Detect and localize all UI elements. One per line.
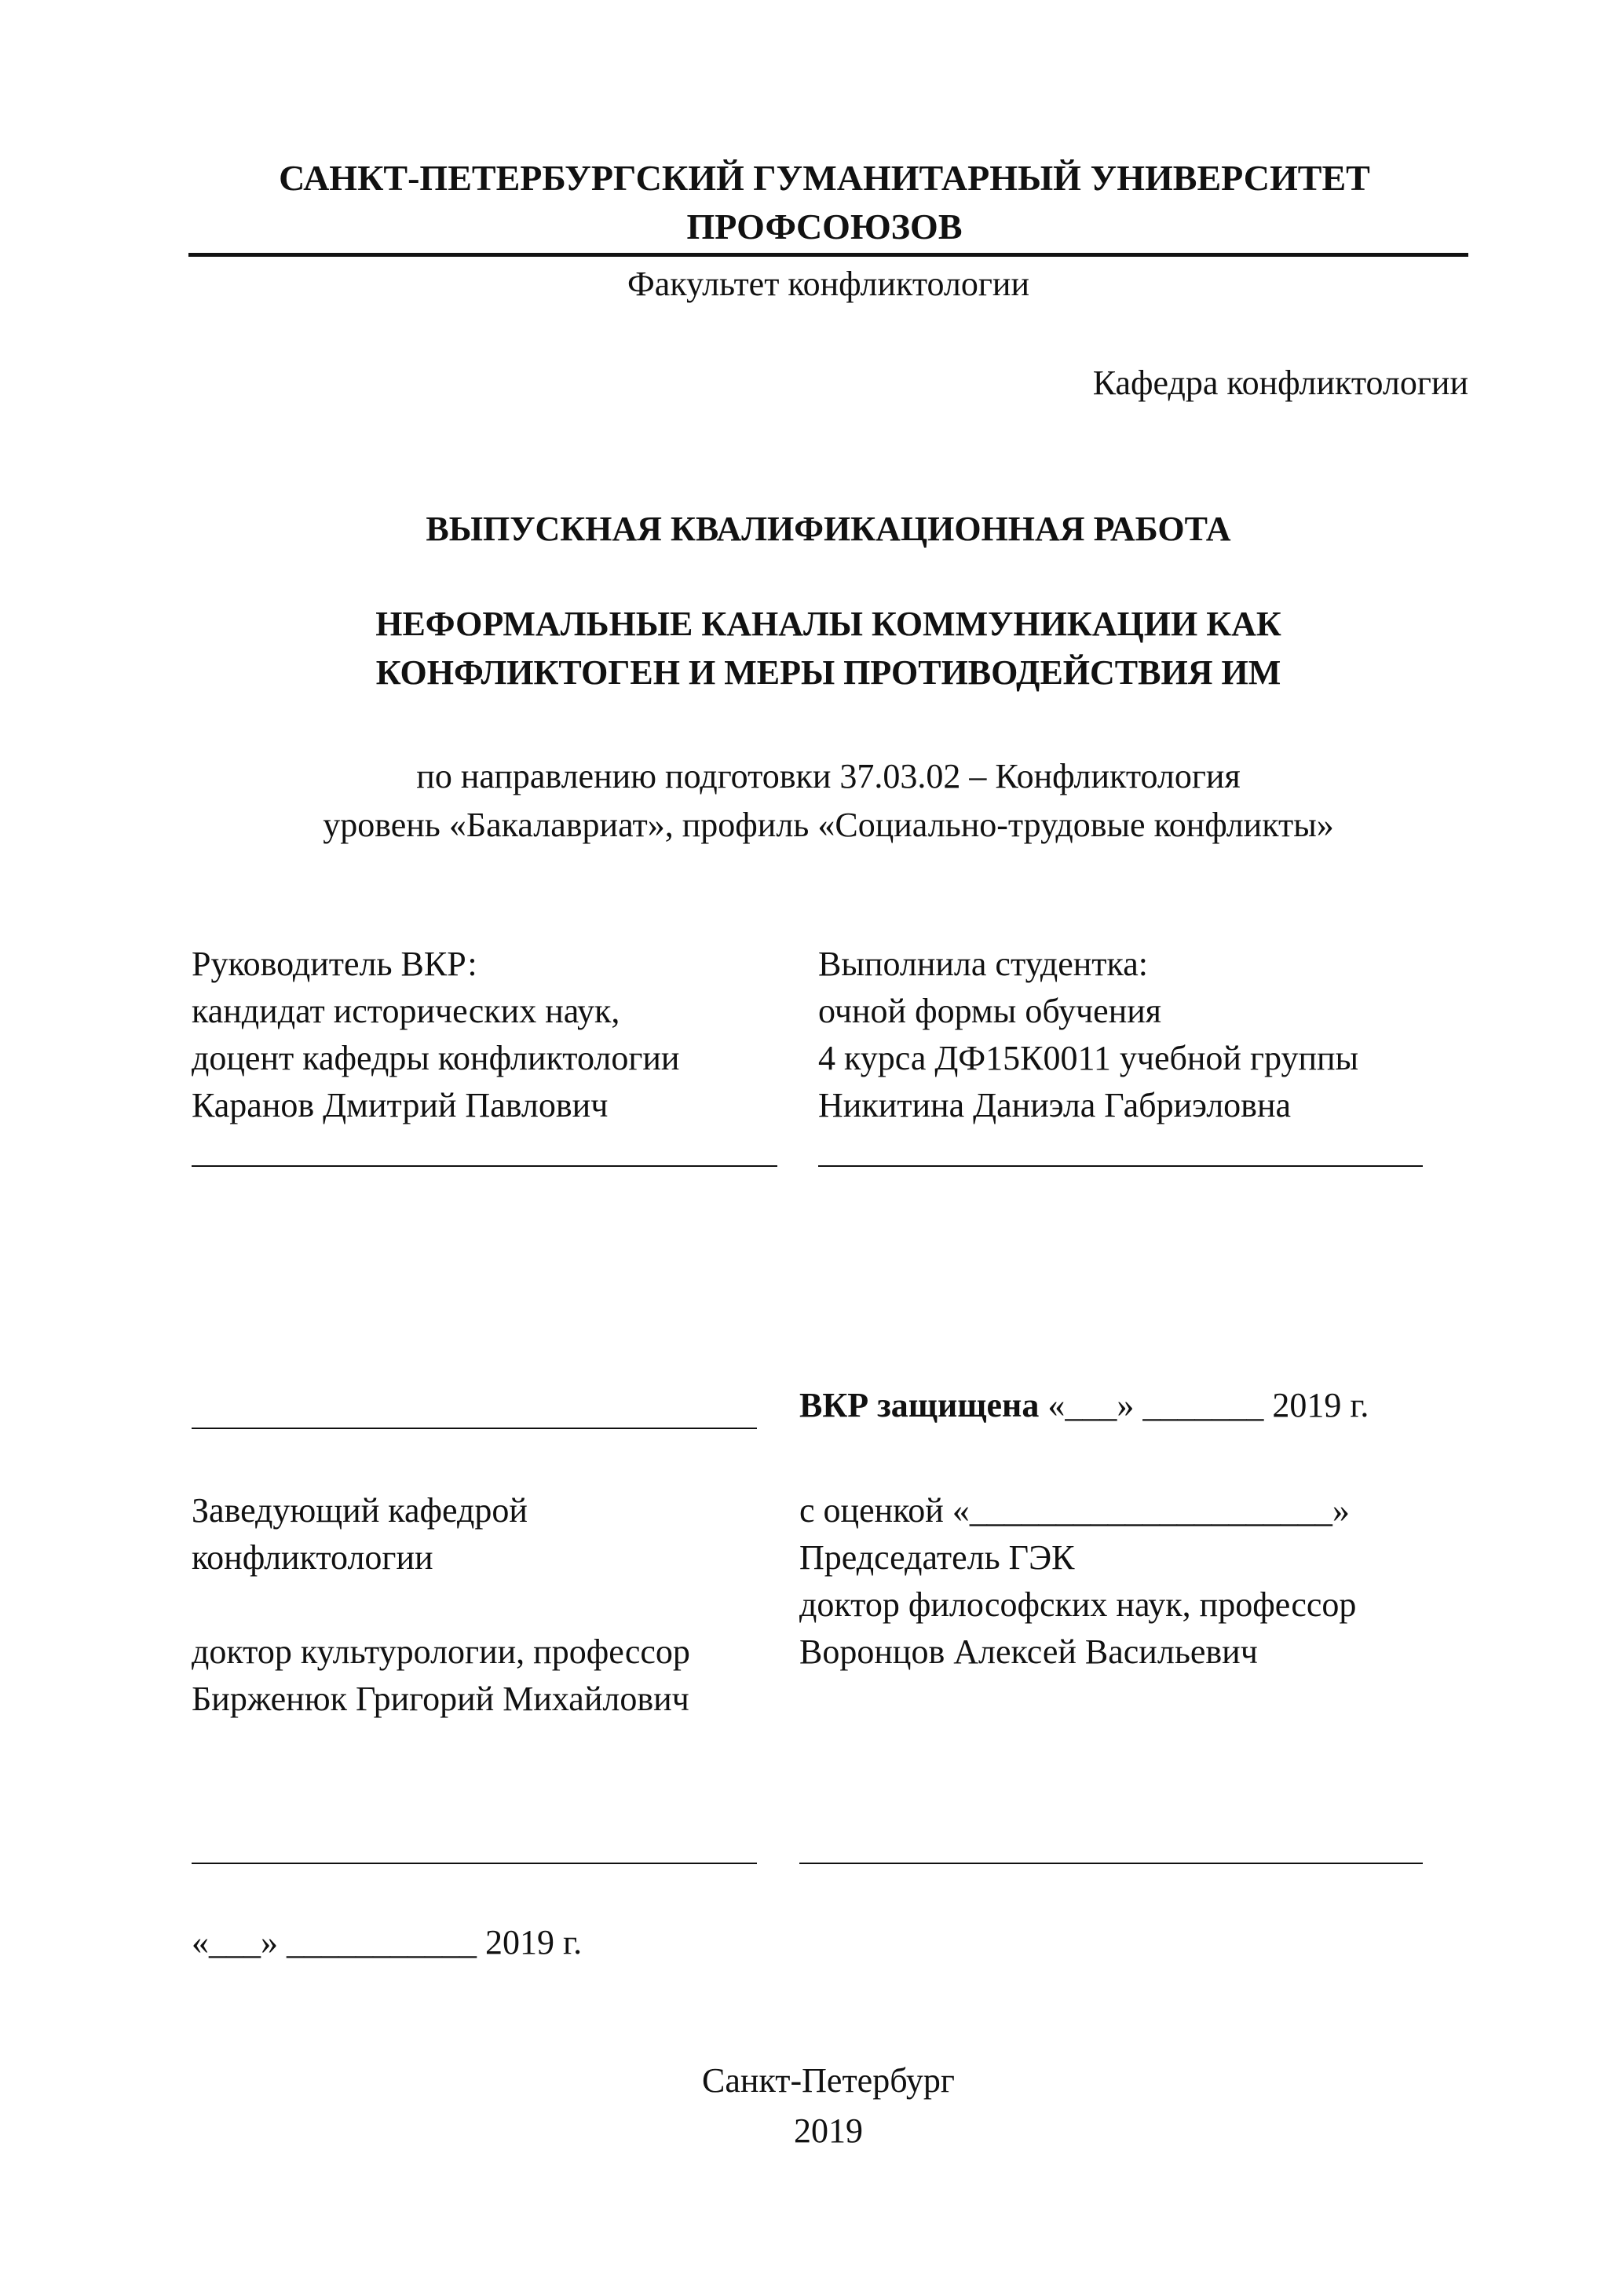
header-divider bbox=[188, 253, 1468, 257]
university-name-line1: САНКТ-ПЕТЕРБУРГСКИЙ ГУМАНИТАРНЫЙ УНИВЕРСИТЕТ bbox=[279, 158, 1370, 198]
head-signature-line-top bbox=[192, 1428, 757, 1429]
supervisor-block bbox=[192, 941, 679, 1129]
student-name: Никитина Даниэла Габриэловна bbox=[818, 1086, 1292, 1124]
chair-degree: доктор философских наук, профессор bbox=[799, 1585, 1357, 1624]
study-direction-line2: уровень «Бакалавриат», профиль «Социально-трудовые конфликты» bbox=[323, 806, 1334, 844]
head-name: Бирженюк Григорий Михайлович bbox=[192, 1680, 689, 1718]
study-direction bbox=[188, 752, 1468, 850]
chair-name: Воронцов Алексей Васильевич bbox=[799, 1632, 1258, 1671]
work-type: ВЫПУСКНАЯ КВАЛИФИКАЦИОННАЯ РАБОТА bbox=[426, 510, 1231, 548]
footer bbox=[188, 2056, 1468, 2156]
work-title bbox=[188, 600, 1468, 697]
student-block bbox=[818, 941, 1358, 1129]
faculty-name: Факультет конфликтологии bbox=[627, 265, 1029, 303]
defense-label: ВКР защищена bbox=[799, 1386, 1040, 1424]
department-name: Кафедра конфликтологии bbox=[1092, 364, 1468, 402]
study-direction-line1: по направлению подготовки 37.03.02 – Конфликтология bbox=[416, 757, 1241, 795]
head-title: Заведующий кафедрой bbox=[192, 1491, 528, 1530]
spacer bbox=[192, 1581, 690, 1629]
student-study-form: очной формы обучения bbox=[818, 992, 1162, 1030]
defense-date: «___» _______ 2019 г. bbox=[1047, 1386, 1369, 1424]
footer-year: 2019 bbox=[794, 2111, 863, 2150]
university-name-line2: ПРОФСОЮЗОВ bbox=[686, 207, 963, 247]
university-name bbox=[188, 154, 1460, 251]
chair-title: Председатель ГЭК bbox=[799, 1538, 1075, 1577]
student-signature-line bbox=[818, 1165, 1423, 1167]
defense-grade: с оценкой «_____________________» bbox=[799, 1491, 1350, 1530]
supervisor-name: Каранов Дмитрий Павлович bbox=[192, 1086, 609, 1124]
signature-date: «___» ___________ 2019 г. bbox=[192, 1923, 583, 1961]
defense-status bbox=[799, 1382, 1369, 1429]
head-of-department-block bbox=[192, 1487, 690, 1723]
chair-signature-line bbox=[799, 1863, 1423, 1864]
student-group: 4 курса ДФ15К0011 учебной группы bbox=[818, 1039, 1359, 1077]
supervisor-label: Руководитель ВКР: bbox=[192, 945, 477, 983]
footer-city: Санкт-Петербург bbox=[702, 2061, 955, 2100]
supervisor-degree: кандидат исторических наук, bbox=[192, 992, 620, 1030]
head-degree: доктор культурологии, профессор bbox=[192, 1632, 690, 1671]
head-department: конфликтологии bbox=[192, 1538, 433, 1577]
supervisor-signature-line bbox=[192, 1165, 777, 1167]
commission-block bbox=[799, 1487, 1356, 1676]
head-signature-line bbox=[192, 1863, 757, 1864]
supervisor-position: доцент кафедры конфликтологии bbox=[192, 1039, 680, 1077]
student-label: Выполнила студентка: bbox=[818, 945, 1148, 983]
work-title-line1: НЕФОРМАЛЬНЫЕ КАНАЛЫ КОММУНИКАЦИИ КАК bbox=[375, 605, 1281, 643]
work-title-line2: КОНФЛИКТОГЕН И МЕРЫ ПРОТИВОДЕЙСТВИЯ ИМ bbox=[375, 653, 1281, 692]
